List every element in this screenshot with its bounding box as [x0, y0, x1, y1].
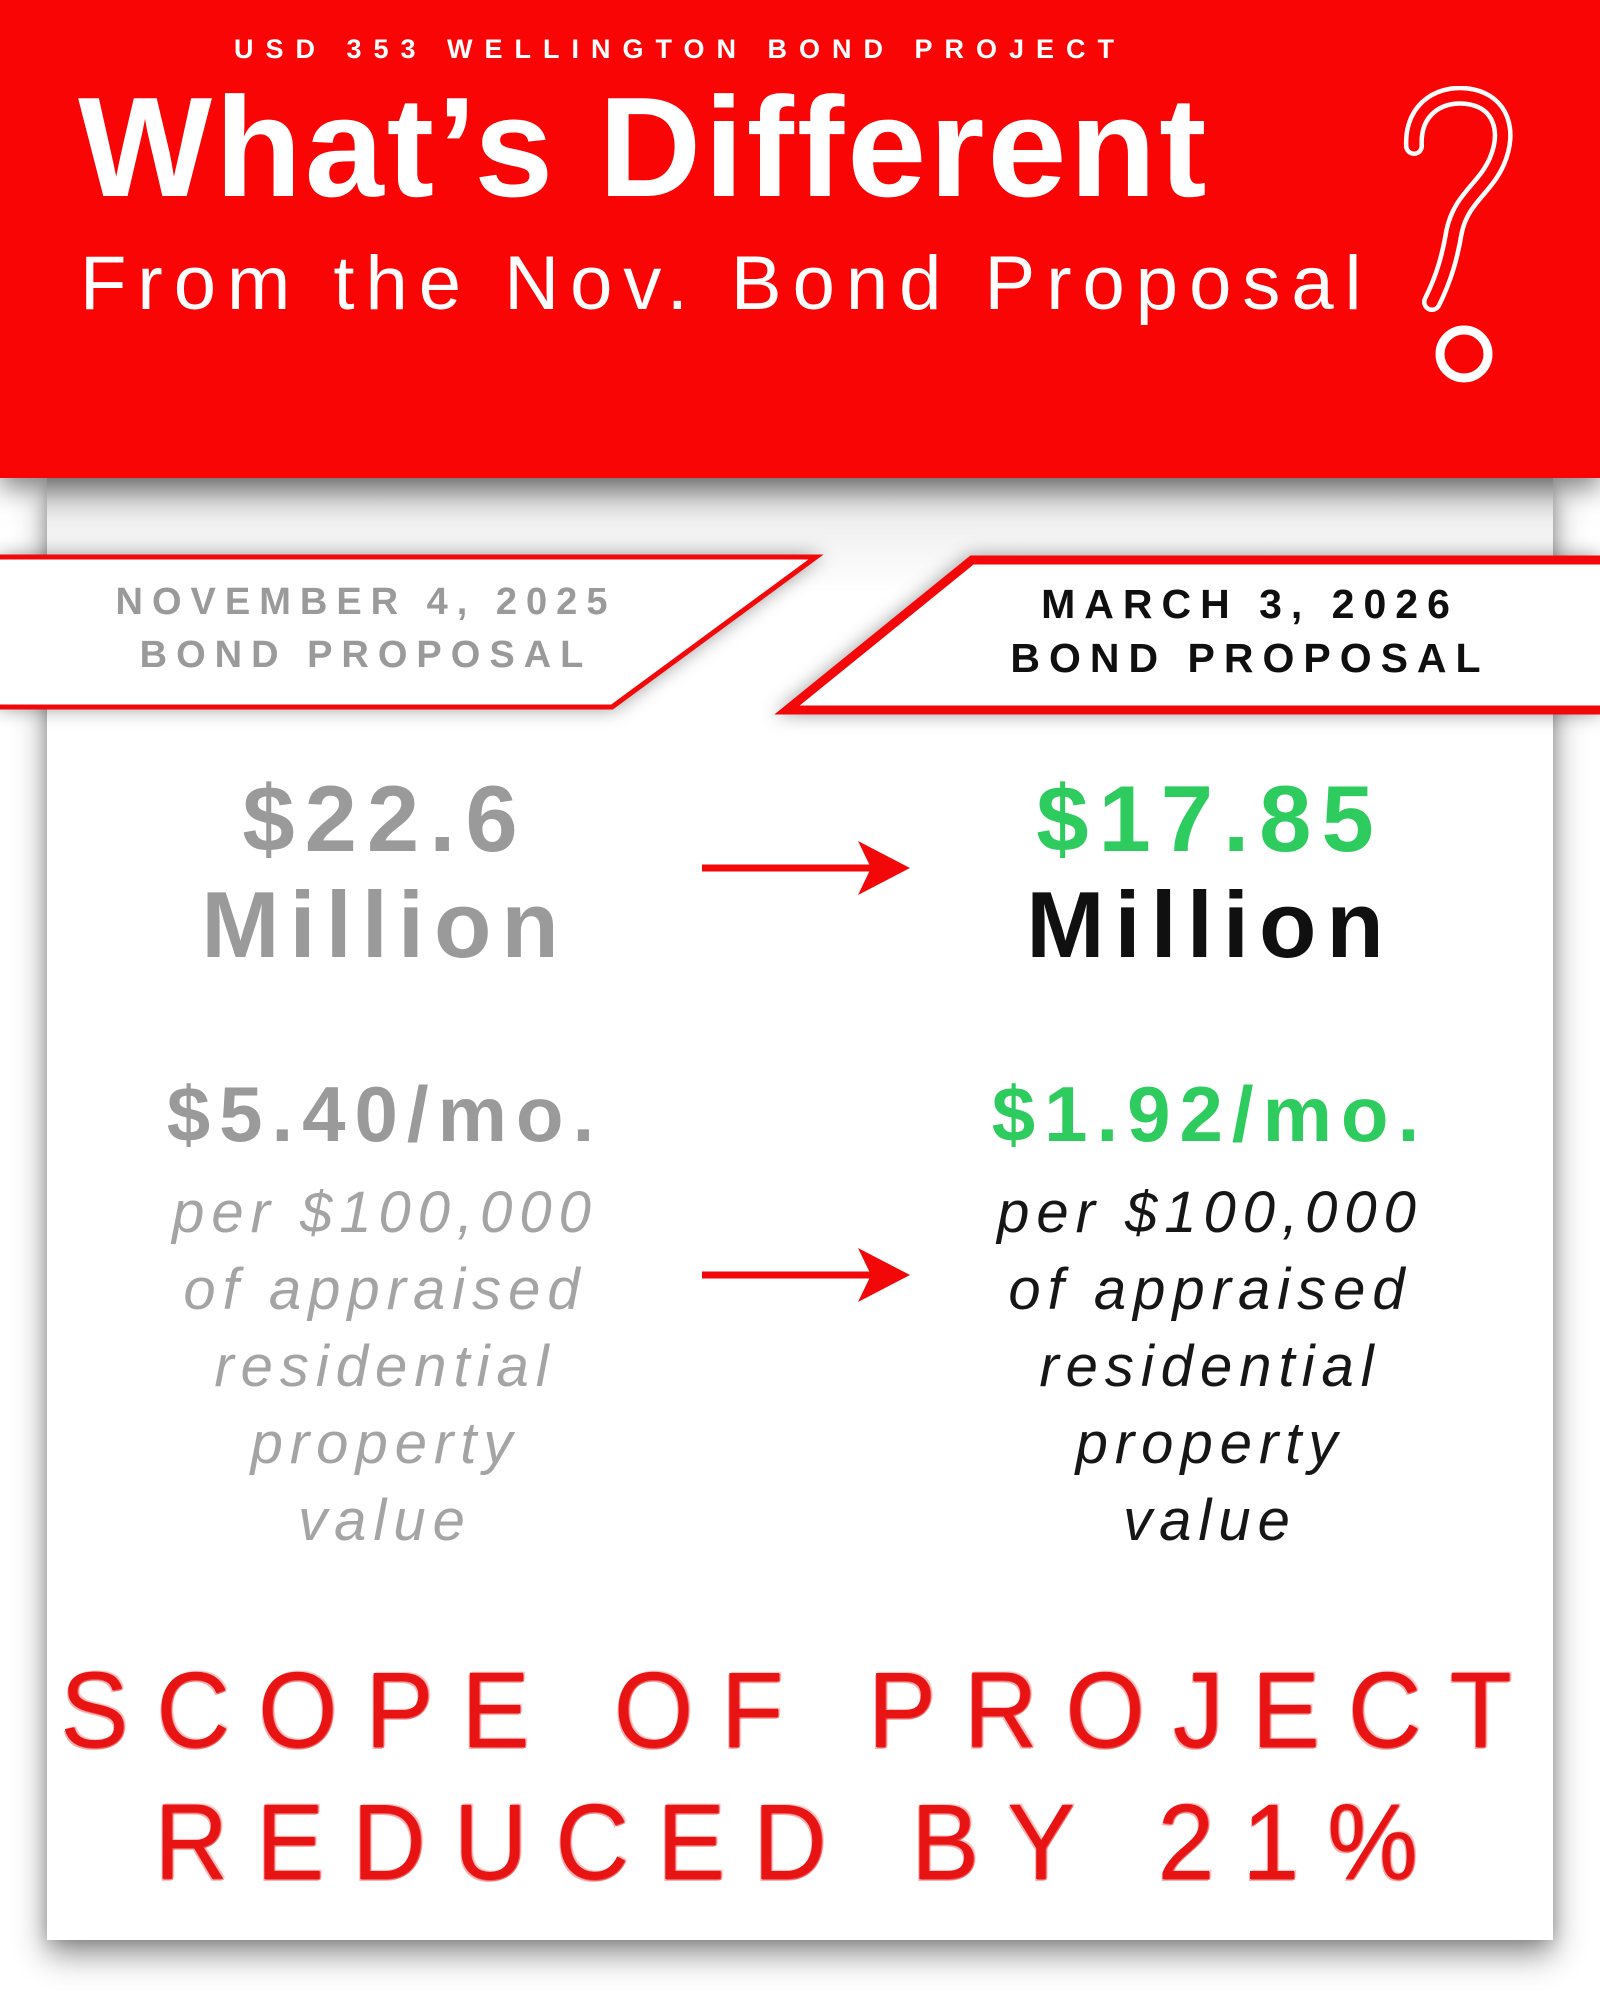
old-amount-value: $22.6: [242, 766, 528, 871]
old-monthly-detail: [85, 1174, 685, 1559]
banner-left-label: [60, 576, 672, 682]
banner-right-line2: BOND PROPOSAL: [1010, 635, 1490, 681]
question-mark-icon: [1398, 86, 1558, 392]
old-monthly-cost: [85, 1068, 685, 1559]
detail-line: of appraised: [1008, 1257, 1412, 1322]
old-amount-unit: Million: [201, 872, 569, 977]
new-monthly-detail: [910, 1174, 1510, 1559]
arrow-right-icon: [700, 1245, 912, 1305]
detail-line: value: [298, 1488, 472, 1553]
footer-statement-line1: SCOPE OF PROJECT: [60, 1649, 1540, 1771]
page-subtitle: From the Nov. Bond Proposal: [80, 241, 1373, 326]
footer-statement-line2: REDUCED BY 21%: [154, 1781, 1446, 1903]
detail-line: residential: [1039, 1334, 1381, 1399]
old-bond-amount: [85, 766, 685, 978]
new-amount-unit: Million: [1026, 872, 1394, 977]
banner-right-line1: MARCH 3, 2026: [1041, 581, 1459, 627]
detail-line: property: [250, 1411, 520, 1476]
detail-line: value: [1123, 1488, 1297, 1553]
banner-right-label: [1000, 577, 1500, 685]
detail-line: residential: [214, 1334, 556, 1399]
new-monthly-cost: [910, 1068, 1510, 1559]
new-amount-value: $17.85: [1036, 766, 1384, 871]
detail-line: property: [1075, 1411, 1345, 1476]
detail-line: per $100,000: [172, 1180, 598, 1245]
banner-left-line1: NOVEMBER 4, 2025: [115, 581, 617, 623]
old-monthly-value: $5.40/mo.: [166, 1070, 604, 1158]
hero-header: [0, 0, 1600, 478]
new-bond-amount: [910, 766, 1510, 978]
detail-line: per $100,000: [997, 1180, 1423, 1245]
page-title: What’s Different: [78, 68, 1210, 227]
detail-line: of appraised: [183, 1257, 587, 1322]
new-monthly-value: $1.92/mo.: [991, 1070, 1429, 1158]
eyebrow-label: USD 353 WELLINGTON BOND PROJECT: [233, 34, 1127, 64]
banner-left-line2: BOND PROPOSAL: [139, 634, 593, 676]
arrow-right-icon: [700, 838, 912, 898]
